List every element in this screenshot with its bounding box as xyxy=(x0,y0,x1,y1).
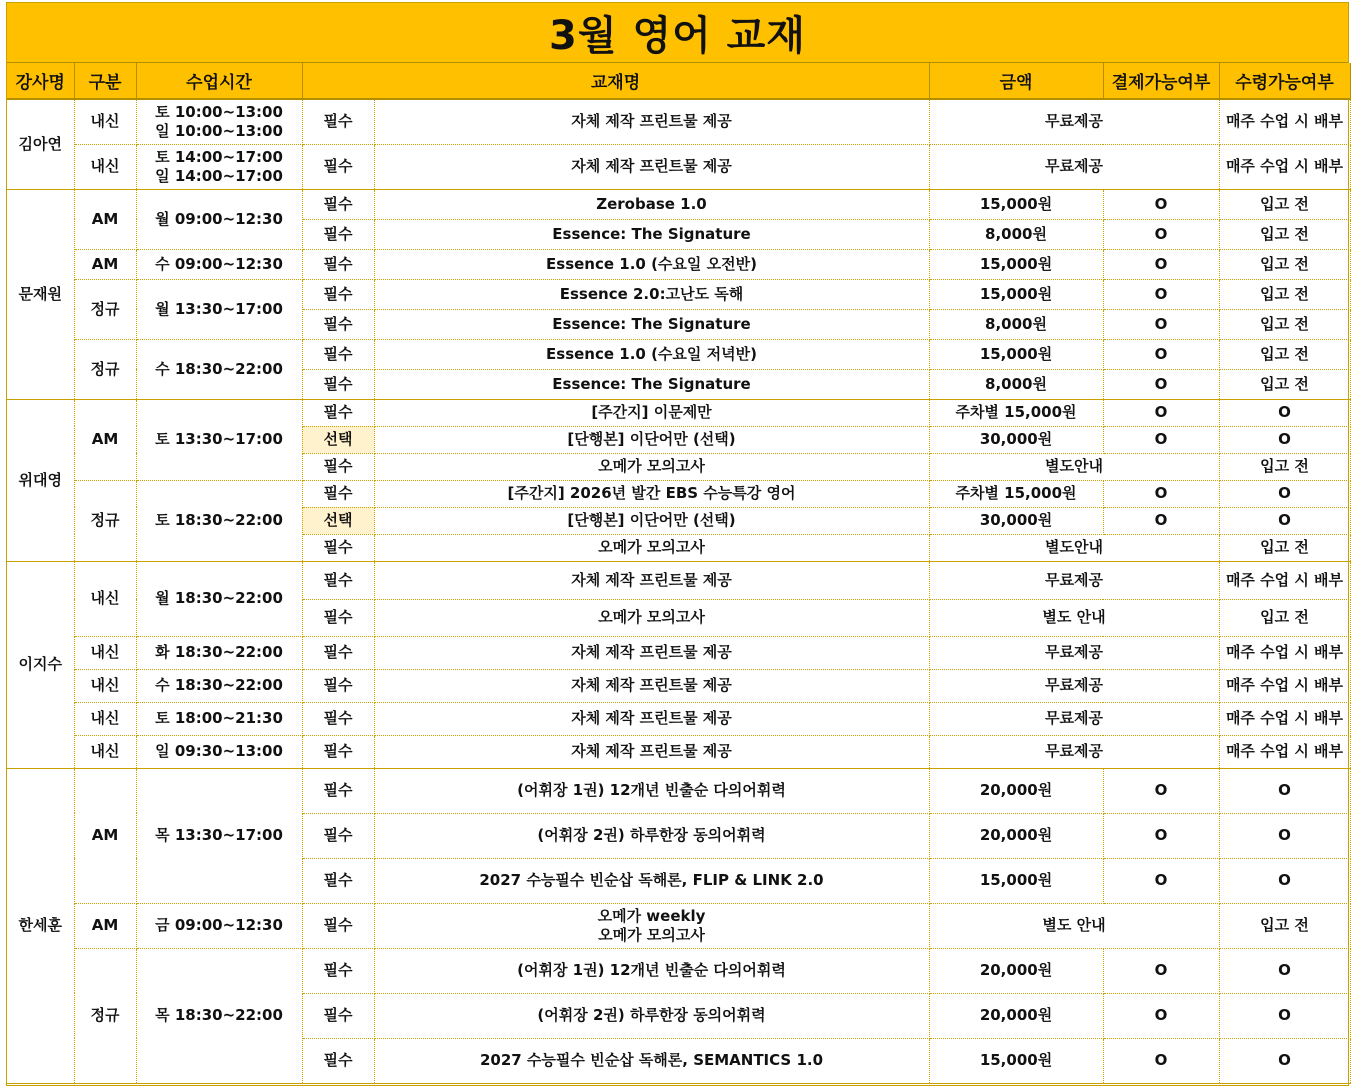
requirement-badge: 필수 xyxy=(302,636,374,669)
payment-status: O xyxy=(1103,858,1219,903)
receipt-status: 매주 수업 시 배부 xyxy=(1219,669,1350,702)
class-time: 목 13:30~17:00 xyxy=(136,768,302,903)
book-name: 자체 제작 프린트물 제공 xyxy=(374,561,929,599)
requirement-badge: 필수 xyxy=(302,279,374,309)
book-name: Essence: The Signature xyxy=(374,219,929,249)
header-payment: 결제가능여부 xyxy=(1103,63,1219,99)
price-note: 무료제공 xyxy=(929,144,1219,189)
class-type: 내신 xyxy=(74,702,136,735)
table-row xyxy=(7,279,1350,309)
class-type: 내신 xyxy=(74,561,136,636)
requirement-badge: 필수 xyxy=(302,813,374,858)
instructor-name: 위대영 xyxy=(7,399,74,561)
instructor-name: 문재원 xyxy=(7,189,74,399)
requirement-badge: 필수 xyxy=(302,453,374,480)
price: 15,000원 xyxy=(929,249,1103,279)
book-name: (어휘장 1권) 12개년 빈출순 다의어휘력 xyxy=(374,768,929,813)
receipt-status: 매주 수업 시 배부 xyxy=(1219,561,1350,599)
class-time: 토 14:00~17:00 일 14:00~17:00 xyxy=(136,144,302,189)
instructor-name: 한세훈 xyxy=(7,768,74,1083)
header-receipt: 수령가능여부 xyxy=(1219,63,1350,99)
payment-status: O xyxy=(1103,219,1219,249)
book-name: [주간지] 2026년 발간 EBS 수능특강 영어 xyxy=(374,480,929,507)
class-time: 목 18:30~22:00 xyxy=(136,948,302,1083)
book-name: 오메가 모의고사 xyxy=(374,534,929,561)
class-time: 수 09:00~12:30 xyxy=(136,249,302,279)
payment-status: O xyxy=(1103,507,1219,534)
textbook-table xyxy=(7,63,1351,1084)
class-type: 내신 xyxy=(74,669,136,702)
receipt-status: O xyxy=(1219,399,1350,426)
class-time: 토 13:30~17:00 xyxy=(136,399,302,480)
price: 15,000원 xyxy=(929,1038,1103,1083)
price: 20,000원 xyxy=(929,948,1103,993)
price-note: 무료제공 xyxy=(929,636,1219,669)
price: 20,000원 xyxy=(929,813,1103,858)
book-name: Essence: The Signature xyxy=(374,309,929,339)
book-name: 자체 제작 프린트물 제공 xyxy=(374,702,929,735)
receipt-status: 매주 수업 시 배부 xyxy=(1219,636,1350,669)
receipt-status: 입고 전 xyxy=(1219,453,1350,480)
receipt-status: O xyxy=(1219,948,1350,993)
table-row xyxy=(7,702,1350,735)
class-time: 토 10:00~13:00 일 10:00~13:00 xyxy=(136,99,302,144)
header-time: 수업시간 xyxy=(136,63,302,99)
book-name: [단행본] 이단어만 (선택) xyxy=(374,507,929,534)
table-row xyxy=(7,735,1350,768)
payment-status: O xyxy=(1103,426,1219,453)
requirement-badge: 선택 xyxy=(302,426,374,453)
receipt-status: 입고 전 xyxy=(1219,309,1350,339)
class-type: 정규 xyxy=(74,948,136,1083)
receipt-status: 입고 전 xyxy=(1219,249,1350,279)
table-row xyxy=(7,99,1350,144)
price-note: 무료제공 xyxy=(929,702,1219,735)
payment-status: O xyxy=(1103,480,1219,507)
book-name: (어휘장 2권) 하루한장 동의어휘력 xyxy=(374,993,929,1038)
receipt-status: O xyxy=(1219,993,1350,1038)
price-note: 별도안내 xyxy=(929,534,1219,561)
class-type: AM xyxy=(74,768,136,903)
instructor-name: 이지수 xyxy=(7,561,74,768)
price: 30,000원 xyxy=(929,426,1103,453)
price: 8,000원 xyxy=(929,369,1103,399)
price-note: 무료제공 xyxy=(929,669,1219,702)
header-price: 금액 xyxy=(929,63,1103,99)
header-instructor: 강사명 xyxy=(7,63,74,99)
receipt-status: 매주 수업 시 배부 xyxy=(1219,99,1350,144)
book-name: 자체 제작 프린트물 제공 xyxy=(374,144,929,189)
header-row xyxy=(7,63,1350,99)
requirement-badge: 필수 xyxy=(302,99,374,144)
book-name: 자체 제작 프린트물 제공 xyxy=(374,669,929,702)
table-row xyxy=(7,339,1350,369)
requirement-badge: 필수 xyxy=(302,480,374,507)
price-note: 무료제공 xyxy=(929,735,1219,768)
class-type: AM xyxy=(74,189,136,249)
table-row xyxy=(7,249,1350,279)
payment-status: O xyxy=(1103,813,1219,858)
receipt-status: O xyxy=(1219,507,1350,534)
requirement-badge: 필수 xyxy=(302,309,374,339)
requirement-badge: 필수 xyxy=(302,561,374,599)
requirement-badge: 필수 xyxy=(302,219,374,249)
price-note: 별도안내 xyxy=(929,453,1219,480)
table-row xyxy=(7,189,1350,219)
price: 15,000원 xyxy=(929,858,1103,903)
payment-status: O xyxy=(1103,369,1219,399)
price: 15,000원 xyxy=(929,279,1103,309)
book-name: 오메가 모의고사 xyxy=(374,599,929,636)
header-type: 구분 xyxy=(74,63,136,99)
class-type: 내신 xyxy=(74,636,136,669)
payment-status: O xyxy=(1103,1038,1219,1083)
book-name: Essence 1.0 (수요일 오전반) xyxy=(374,249,929,279)
receipt-status: 입고 전 xyxy=(1219,189,1350,219)
receipt-status: O xyxy=(1219,480,1350,507)
class-type: 정규 xyxy=(74,480,136,561)
payment-status: O xyxy=(1103,339,1219,369)
price-note: 별도 안내 xyxy=(929,599,1219,636)
book-name: (어휘장 2권) 하루한장 동의어휘력 xyxy=(374,813,929,858)
requirement-badge: 필수 xyxy=(302,599,374,636)
price: 20,000원 xyxy=(929,993,1103,1038)
class-type: 내신 xyxy=(74,144,136,189)
class-type: AM xyxy=(74,903,136,948)
book-name: [주간지] 이문제만 xyxy=(374,399,929,426)
price: 15,000원 xyxy=(929,339,1103,369)
class-time: 화 18:30~22:00 xyxy=(136,636,302,669)
receipt-status: O xyxy=(1219,768,1350,813)
table-row xyxy=(7,903,1350,948)
requirement-badge: 필수 xyxy=(302,993,374,1038)
table-row xyxy=(7,144,1350,189)
book-name: (어휘장 1권) 12개년 빈출순 다의어휘력 xyxy=(374,948,929,993)
class-type: AM xyxy=(74,249,136,279)
book-name: 오메가 모의고사 xyxy=(374,453,929,480)
book-name: 오메가 weekly 오메가 모의고사 xyxy=(374,903,929,948)
price-note: 무료제공 xyxy=(929,99,1219,144)
table-row xyxy=(7,480,1350,507)
payment-status: O xyxy=(1103,309,1219,339)
book-name: 2027 수능필수 빈순삽 독해론, FLIP & LINK 2.0 xyxy=(374,858,929,903)
header-book: 교재명 xyxy=(302,63,929,99)
payment-status: O xyxy=(1103,279,1219,309)
table-row xyxy=(7,768,1350,813)
class-type: 내신 xyxy=(74,735,136,768)
receipt-status: 매주 수업 시 배부 xyxy=(1219,735,1350,768)
receipt-status: 입고 전 xyxy=(1219,903,1350,948)
price: 8,000원 xyxy=(929,219,1103,249)
table-row xyxy=(7,948,1350,993)
requirement-badge: 필수 xyxy=(302,858,374,903)
class-type: 내신 xyxy=(74,99,136,144)
payment-status: O xyxy=(1103,948,1219,993)
requirement-badge: 필수 xyxy=(302,669,374,702)
receipt-status: O xyxy=(1219,1038,1350,1083)
receipt-status: O xyxy=(1219,813,1350,858)
requirement-badge: 선택 xyxy=(302,507,374,534)
textbook-sheet xyxy=(6,2,1349,1086)
book-name: 자체 제작 프린트물 제공 xyxy=(374,735,929,768)
book-name: 2027 수능필수 빈순삽 독해론, SEMANTICS 1.0 xyxy=(374,1038,929,1083)
requirement-badge: 필수 xyxy=(302,369,374,399)
receipt-status: 입고 전 xyxy=(1219,599,1350,636)
class-time: 토 18:00~21:30 xyxy=(136,702,302,735)
requirement-badge: 필수 xyxy=(302,144,374,189)
price: 15,000원 xyxy=(929,189,1103,219)
price-note: 무료제공 xyxy=(929,561,1219,599)
requirement-badge: 필수 xyxy=(302,1038,374,1083)
receipt-status: 입고 전 xyxy=(1219,369,1350,399)
payment-status: O xyxy=(1103,189,1219,219)
requirement-badge: 필수 xyxy=(302,339,374,369)
sheet-title: 3월 영어 교재 xyxy=(7,3,1348,63)
receipt-status: 입고 전 xyxy=(1219,219,1350,249)
requirement-badge: 필수 xyxy=(302,189,374,219)
table-row xyxy=(7,669,1350,702)
payment-status: O xyxy=(1103,399,1219,426)
book-name: [단행본] 이단어만 (선택) xyxy=(374,426,929,453)
book-name: Essence 1.0 (수요일 저녁반) xyxy=(374,339,929,369)
class-time: 월 18:30~22:00 xyxy=(136,561,302,636)
requirement-badge: 필수 xyxy=(302,399,374,426)
book-name: Essence 2.0:고난도 독해 xyxy=(374,279,929,309)
instructor-name: 김아연 xyxy=(7,99,74,189)
class-time: 월 09:00~12:30 xyxy=(136,189,302,249)
price: 20,000원 xyxy=(929,768,1103,813)
receipt-status: O xyxy=(1219,858,1350,903)
requirement-badge: 필수 xyxy=(302,702,374,735)
receipt-status: 입고 전 xyxy=(1219,279,1350,309)
table-row xyxy=(7,636,1350,669)
book-name: Zerobase 1.0 xyxy=(374,189,929,219)
book-name: Essence: The Signature xyxy=(374,369,929,399)
class-time: 수 18:30~22:00 xyxy=(136,339,302,399)
table-row xyxy=(7,561,1350,599)
class-time: 금 09:00~12:30 xyxy=(136,903,302,948)
price: 주차별 15,000원 xyxy=(929,399,1103,426)
class-time: 수 18:30~22:00 xyxy=(136,669,302,702)
requirement-badge: 필수 xyxy=(302,534,374,561)
table-row xyxy=(7,399,1350,426)
price: 30,000원 xyxy=(929,507,1103,534)
price-note: 별도 안내 xyxy=(929,903,1219,948)
requirement-badge: 필수 xyxy=(302,735,374,768)
price: 8,000원 xyxy=(929,309,1103,339)
book-name: 자체 제작 프린트물 제공 xyxy=(374,99,929,144)
receipt-status: 매주 수업 시 배부 xyxy=(1219,702,1350,735)
requirement-badge: 필수 xyxy=(302,249,374,279)
book-name: 자체 제작 프린트물 제공 xyxy=(374,636,929,669)
receipt-status: 매주 수업 시 배부 xyxy=(1219,144,1350,189)
payment-status: O xyxy=(1103,993,1219,1038)
class-type: 정규 xyxy=(74,339,136,399)
requirement-badge: 필수 xyxy=(302,768,374,813)
class-type: 정규 xyxy=(74,279,136,339)
requirement-badge: 필수 xyxy=(302,948,374,993)
class-time: 토 18:30~22:00 xyxy=(136,480,302,561)
receipt-status: O xyxy=(1219,426,1350,453)
requirement-badge: 필수 xyxy=(302,903,374,948)
class-type: AM xyxy=(74,399,136,480)
receipt-status: 입고 전 xyxy=(1219,534,1350,561)
receipt-status: 입고 전 xyxy=(1219,339,1350,369)
payment-status: O xyxy=(1103,768,1219,813)
class-time: 월 13:30~17:00 xyxy=(136,279,302,339)
payment-status: O xyxy=(1103,249,1219,279)
price: 주차별 15,000원 xyxy=(929,480,1103,507)
class-time: 일 09:30~13:00 xyxy=(136,735,302,768)
